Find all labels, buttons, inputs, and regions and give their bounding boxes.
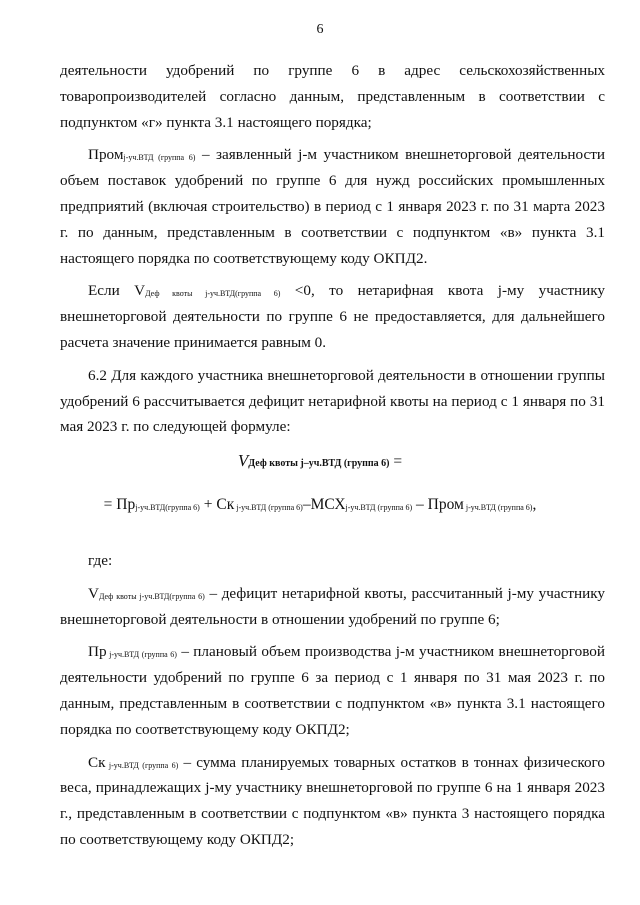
document-body-top (60, 58, 605, 440)
formula-term-msh-subscript: j-уч.ВТД (группа 6) (345, 503, 413, 512)
term-prom: Пром (88, 146, 124, 164)
formula-plus: + (199, 496, 217, 513)
definition-sk-text: – сумма планируемых товарных остатков в тоннах физического веса, принадлежащих j-му участнику внешнеторговой по группе 6 на 1 января 2023 г., представленным в соответствии с подпунктом «в» пункта 3 настоящего порядка по соответствующему коду ОКПД2; (60, 753, 605, 848)
formula-lhs (0, 451, 640, 471)
formula-lhs-equals: = (389, 453, 403, 470)
term-prom-subscript: j-уч.ВТД (группа 6) (123, 153, 196, 163)
definition-pr-text: – плановый объем производства j-м участником внешнеторговой деятельности удобрений по группе 6 за период с 1 января по 31 мая 2023 г. по данным, представленным в соответствии с подпунктом «в» пункта 3.1 настоящего порядка по соответствующему коду ОКПД2; (60, 643, 605, 738)
if-text: <0, то нетарифная квота j-му участнику внешнеторговой деятельности по группе 6 не предоставляется, для дальнейшего расчета значение принимается равным 0. (60, 282, 605, 351)
formula-term-pr-subscript: j-уч.ВТД(группа 6) (135, 503, 200, 512)
term-sk: Ск (88, 753, 106, 771)
formula-term-prom: Пром (427, 496, 464, 513)
definition-prom-text: – заявленный j-м участником внешнеторговой деятельности объем поставок удобрений по группе 6 для нужд российских промышленных предприятий (включая строительство) в период с 1 января 2023 г. по 31 марта 2023 г. по данным, представленным в соответствии с подпунктом «в» пункта 3.1 настоящего порядка по соответствующему коду ОКПД2. (60, 146, 605, 267)
formula-lhs-v: V (237, 451, 249, 470)
document-body-bottom (60, 548, 605, 853)
paragraph-continuation: деятельности удобрений по группе 6 в адрес сельскохозяйственных товаропроизводителей согласно данным, представленным в соответствии с подпунктом «г» пункта 3.1 настоящего порядка; (60, 62, 605, 131)
definition-pr (60, 639, 605, 742)
formula-term-sk: Ск (216, 496, 235, 513)
definition-v-deficit (60, 581, 605, 633)
term-pr: Пр (88, 643, 107, 661)
page-number: 6 (316, 22, 324, 37)
term-sk-subscript: j-уч.ВТД (группа 6) (105, 760, 179, 770)
formula-comma: , (532, 496, 537, 513)
term-v: V (88, 584, 99, 602)
formula-rhs-equals: = (103, 496, 117, 513)
definition-sk (60, 750, 605, 853)
formula-term-sk-subscript: j-уч.ВТД (группа 6) (234, 503, 303, 512)
formula-term-pr: Пр (116, 496, 136, 513)
where-label: где: (88, 552, 113, 569)
formula-term-msh: МСХ (310, 496, 346, 513)
formula-lhs-label: Деф квоты j–уч.ВТД (группа 6) (248, 458, 390, 469)
paragraph-6-2: 6.2 Для каждого участника внешнеторговой деятельности в отношении группы удобрений 6 рассчитывается дефицит нетарифной квоты на период с 1 января по 31 мая 2023 г. по следующей формуле: (60, 366, 605, 436)
paragraph-if-negative (60, 278, 605, 355)
definition-v-text: – дефицит нетарифной квоты, рассчитанный j-му участнику внешнеторговой деятельности в отношении удобрений по группе 6; (60, 584, 605, 628)
formula-minus-1: – (302, 496, 311, 513)
formula-rhs (0, 496, 640, 514)
if-lead: Если V (88, 282, 146, 300)
formula-term-prom-subscript: j-уч.ВТД (группа 6) (463, 503, 533, 512)
term-v-subscript: Деф квоты j-уч.ВТД(группа 6) (98, 591, 205, 601)
if-subscript: Деф квоты j-уч.ВТД(группа 6) (145, 289, 281, 299)
definition-prom (60, 142, 605, 271)
term-pr-subscript: j-уч.ВТД (группа 6) (106, 650, 177, 660)
formula-minus-2: – (412, 496, 428, 513)
